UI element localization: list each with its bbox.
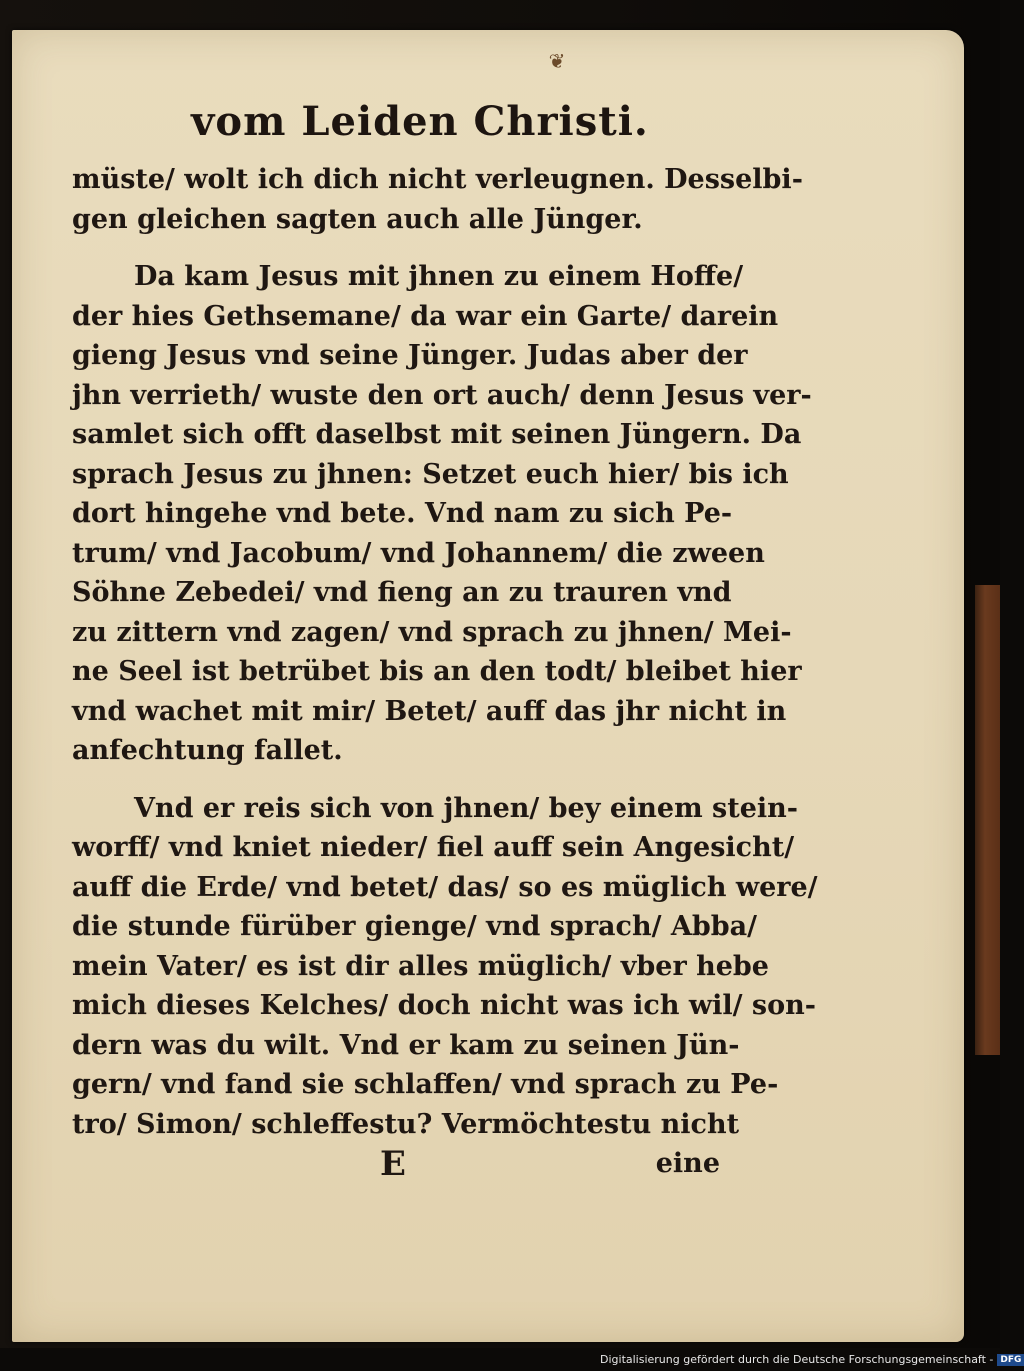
text-line: gern/ vnd fand sie schlaffen/ vnd sprach zu Pe- <box>72 1069 779 1100</box>
text-line: worff/ vnd kniet nieder/ fiel auff sein Angesicht/ <box>72 832 795 863</box>
text-line: Da kam Jesus mit jhnen zu einem Hoffe/ <box>134 261 744 292</box>
text-line: auff die Erde/ vnd betet/ das/ so es müglich were/ <box>72 871 818 903</box>
paragraph-2 <box>72 257 812 771</box>
text-line: die stunde fürüber gienge/ vnd sprach/ Abba/ <box>72 911 757 942</box>
signature-mark: E <box>380 1144 406 1184</box>
text-line: Söhne Zebedei/ vnd fieng an zu trauren vnd <box>72 577 732 608</box>
text-line: mein Vater/ es ist dir alles müglich/ vber hebe <box>72 950 769 982</box>
text-line: gieng Jesus vnd seine Jünger. Judas aber der <box>72 340 748 371</box>
text-line: dern was du wilt. Vnd er kam zu seinen Jün- <box>72 1029 740 1061</box>
text-line: gen gleichen sagten auch alle Jünger. <box>72 203 643 235</box>
paragraph-1 <box>72 160 803 239</box>
text-line: ne Seel ist betrübet bis an den todt/ bleibet hier <box>72 656 802 687</box>
text-line: Vnd er reis sich von jhnen/ bey einem stein- <box>134 792 798 824</box>
body-text <box>72 160 818 1144</box>
dfg-logo: DFG <box>997 1354 1024 1366</box>
digitization-footer <box>600 1352 1022 1368</box>
text-line: tro/ Simon/ schleffestu? Vermöchtestu nicht <box>72 1108 740 1140</box>
ornament-mark: ❦ <box>548 49 566 73</box>
text-line: mich dieses Kelches/ doch nicht was ich wil/ son- <box>72 990 816 1021</box>
text-line: dort hingehe vnd bete. Vnd nam zu sich Pe- <box>72 498 733 529</box>
text-line: jhn verrieth/ wuste den ort auch/ denn Jesus ver- <box>72 379 812 411</box>
running-head: vom Leiden Christi. <box>191 98 649 145</box>
text-line: zu zittern vnd zagen/ vnd sprach zu jhnen/ Mei- <box>72 616 792 648</box>
text-line: anfechtung fallet. <box>72 735 343 766</box>
footer-text: Digitalisierung gefördert durch die Deutsche Forschungsgemeinschaft - <box>600 1353 994 1366</box>
text-line: trum/ vnd Jacobum/ vnd Johannem/ die zween <box>72 537 765 569</box>
text-line: vnd wachet mit mir/ Betet/ auff das jhr nicht in <box>72 695 787 727</box>
paragraph-3 <box>72 789 818 1145</box>
text-line: der hies Gethsemane/ da war ein Garte/ darein <box>72 300 779 332</box>
text-line: müste/ wolt ich dich nicht verleugnen. Desselbi- <box>72 164 803 195</box>
adjacent-page-edge <box>975 585 1000 1055</box>
catchword: eine <box>655 1148 720 1179</box>
text-line: sprach Jesus zu jhnen: Setzet euch hier/ bis ich <box>72 458 789 490</box>
text-line: samlet sich offt daselbst mit seinen Jüngern. Da <box>72 419 802 450</box>
